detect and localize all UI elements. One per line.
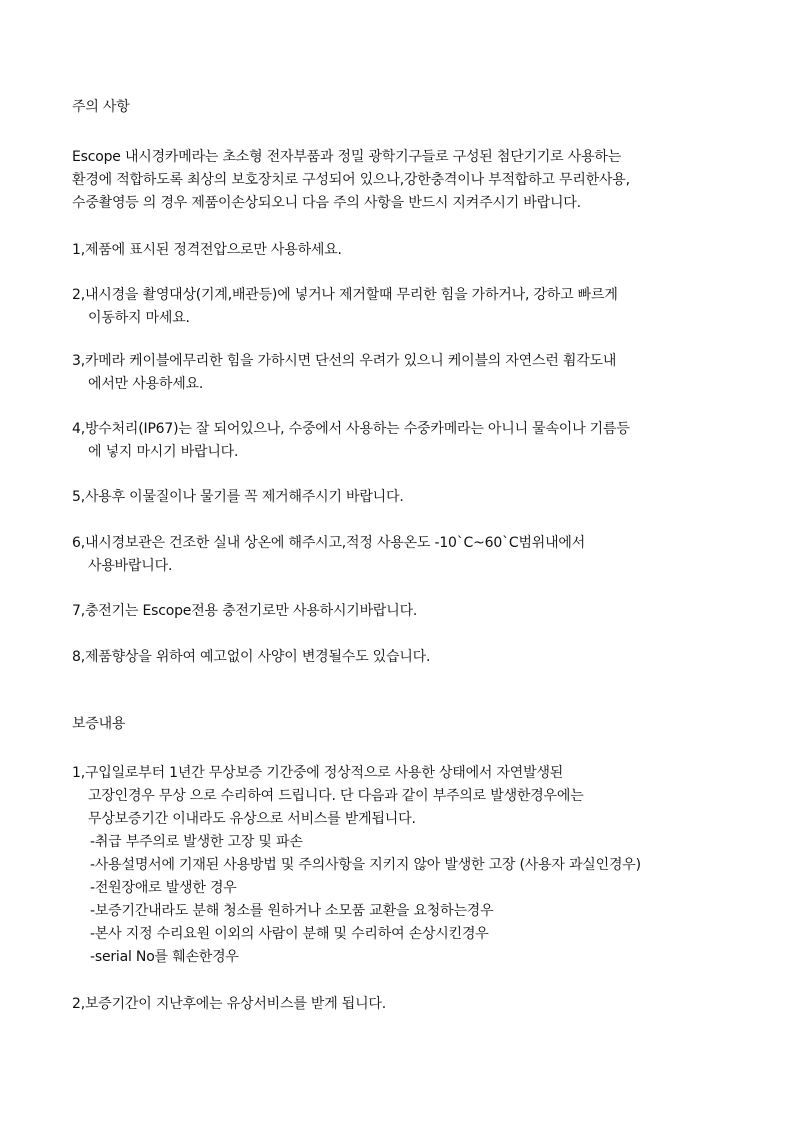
caution-intro-line: 환경에 적합하도록 최상의 보호장치로 구성되어 있으나,강한충격이나 부적합하고 무리한사용, (72, 172, 630, 188)
caution-item-2-cont: 이동하지 마세요. (88, 310, 190, 326)
caution-item-3-cont: 에서만 사용하세요. (88, 376, 204, 392)
caution-item-4-cont: 에 넣지 마시기 바랍니다. (88, 444, 239, 460)
caution-item-7: 7,충전기는 Escope전용 충전기로만 사용하시기바랍니다. (72, 603, 418, 619)
caution-title: 주의 사항 (72, 99, 130, 115)
warranty-exception: -사용설명서에 기재된 사용방법 및 주의사항을 지키지 않아 발생한 고장 (사용자 과실인경우) (90, 857, 641, 873)
warranty-exception: -serial No를 훼손한경우 (90, 949, 239, 965)
caution-item-4: 4,방수처리(IP67)는 잘 되어있으나, 수중에서 사용하는 수중카메라는 아니니 물속이나 기름등 (72, 421, 630, 437)
caution-item-8: 8,제품향상을 위하여 예고없이 사양이 변경될수도 있습니다. (72, 649, 431, 665)
warranty-item-1-cont: 고장인경우 무상 으로 수리하여 드립니다. 단 다음과 같이 부주의로 발생한경우에는 (88, 788, 584, 804)
warranty-exception: -보증기간내라도 분해 청소를 원하거나 소모품 교환을 요청하는경우 (90, 903, 494, 919)
caution-item-6: 6,내시경보관은 건조한 실내 상온에 해주시고,적정 사용온도 -10`C~60`C범위내에서 (72, 535, 586, 551)
caution-intro-line: 수중촬영등 의 경우 제품이손상되오니 다음 주의 사항을 반드시 지켜주시기 바랍니다. (72, 195, 581, 211)
caution-item-6-cont: 사용바랍니다. (88, 558, 173, 574)
warranty-item-1: 1,구입일로부터 1년간 무상보증 기간중에 정상적으로 사용한 상태에서 자연발생된 (72, 765, 564, 781)
caution-item-2: 2,내시경을 촬영대상(기계,배관등)에 넣거나 제거할때 무리한 힘을 가하거나, 강하고 빠르게 (72, 287, 618, 303)
caution-item-1: 1,제품에 표시된 정격전압으로만 사용하세요. (72, 242, 342, 258)
warranty-exception: -본사 지정 수리요원 이외의 사람이 분해 및 수리하여 손상시킨경우 (90, 926, 489, 942)
caution-item-5: 5,사용후 이물질이나 물기를 꼭 제거해주시기 바랍니다. (72, 489, 404, 505)
warranty-item-1-cont: 무상보증기간 이내라도 유상으로 서비스를 받게됩니다. (88, 811, 416, 827)
warranty-exception: -취급 부주의로 발생한 고장 및 파손 (90, 834, 303, 850)
warranty-item-2: 2,보증기간이 지난후에는 유상서비스를 받게 됩니다. (72, 996, 387, 1012)
warranty-title: 보증내용 (72, 716, 126, 732)
caution-item-3: 3,카메라 케이블에무리한 힘을 가하시면 단선의 우려가 있으니 케이블의 자연스런 휨각도내 (72, 353, 617, 369)
warranty-exception: -전원장애로 발생한 경우 (90, 880, 237, 896)
caution-intro-line: Escope 내시경카메라는 초소형 전자부품과 정밀 광학기구들로 구성된 첨단기기로 사용하는 (72, 149, 622, 165)
